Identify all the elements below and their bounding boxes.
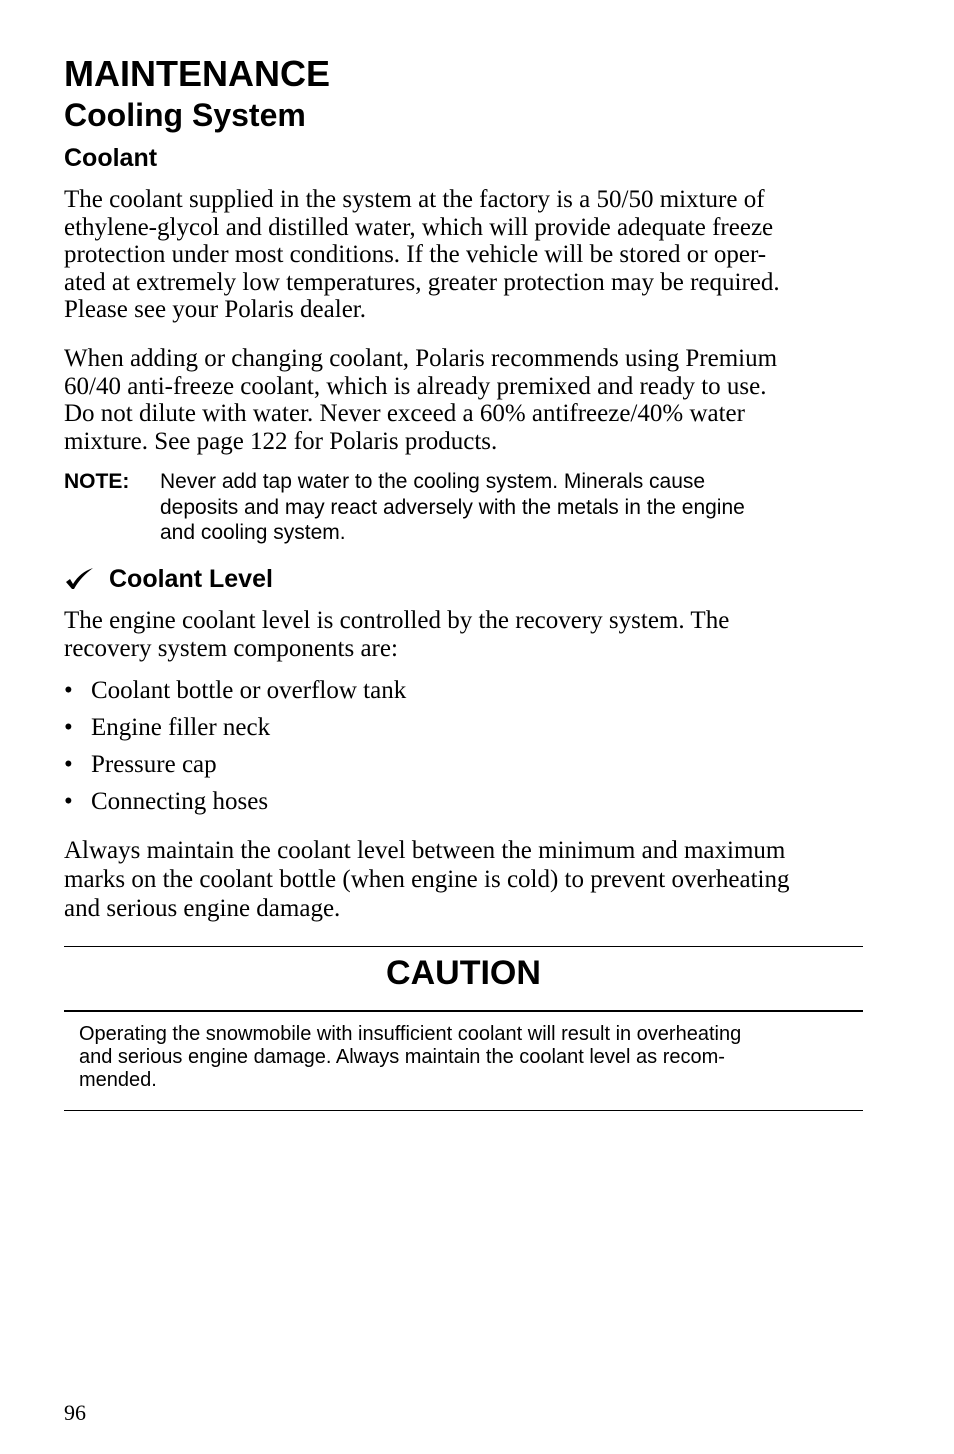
coolant-level-heading-row [64,563,864,597]
bullet: • [64,714,73,741]
text-line: Operating the snowmobile with insufficient coolant will result in overheating [79,1023,742,1045]
list-item-text: Pressure cap [91,751,217,778]
note-label: NOTE: [64,470,130,493]
list-item-text: Engine filler neck [91,714,271,741]
text-line: Please see your Polaris dealer. [64,296,366,323]
text-line: marks on the coolant bottle (when engine is cold) to prevent overheating [64,866,790,893]
subsection-title: Cooling System [64,97,306,133]
coolant-level-heading: Coolant Level [109,565,273,593]
caution-divider [64,1010,863,1012]
caution-title: CAUTION [386,954,541,992]
page-number: 96 [64,1400,86,1425]
bullet: • [64,751,73,778]
caution-bottom-rule [64,1110,863,1111]
checkmark-icon [64,567,94,591]
text-line: The coolant supplied in the system at the factory is a 50/50 mixture of [64,186,765,213]
text-line: ated at extremely low temperatures, greater protection may be required. [64,268,780,296]
text-line: deposits and may react adversely with the metals in the engine [160,495,745,519]
bullet: • [64,788,73,815]
text-line: recovery system components are: [64,634,398,662]
note-text [160,469,864,546]
bullet: • [64,677,73,704]
list-item-text: Connecting hoses [91,788,269,815]
text-line: Do not dilute with water. Never exceed a 60% antifreeze/40% water [64,400,745,427]
caution-top-rule [64,946,863,947]
text-line: Never add tap water to the cooling system. Minerals cause [160,470,706,493]
text-line: 60/40 anti-freeze coolant, which is already premixed and ready to use. [64,372,767,400]
text-line: ethylene-glycol and distilled water, which will provide adequate freeze [64,213,774,241]
text-line: mixture. See page 122 for Polaris products. [64,427,498,455]
list-item-text: Coolant bottle or overflow tank [91,677,407,704]
coolant-paragraph-2 [64,345,864,455]
coolant-level-closing [64,836,864,923]
text-line: mended. [79,1069,157,1091]
caution-text [79,1023,849,1092]
section-title: MAINTENANCE [64,53,330,94]
text-line: When adding or changing coolant, Polaris recommends using Premium [64,345,778,372]
text-line: The engine coolant level is controlled by the recovery system. The [64,607,730,634]
coolant-heading: Coolant [64,144,158,172]
text-line: and cooling system. [160,521,346,544]
coolant-paragraph-1 [64,186,864,324]
text-line: and serious engine damage. [64,895,341,922]
text-line: Always maintain the coolant level between the minimum and maximum [64,837,786,864]
coolant-level-intro [64,607,864,662]
text-line: protection under most conditions. If the vehicle will be stored or oper- [64,241,767,268]
text-line: and serious engine damage. Always maintain the coolant level as recom- [79,1046,725,1068]
